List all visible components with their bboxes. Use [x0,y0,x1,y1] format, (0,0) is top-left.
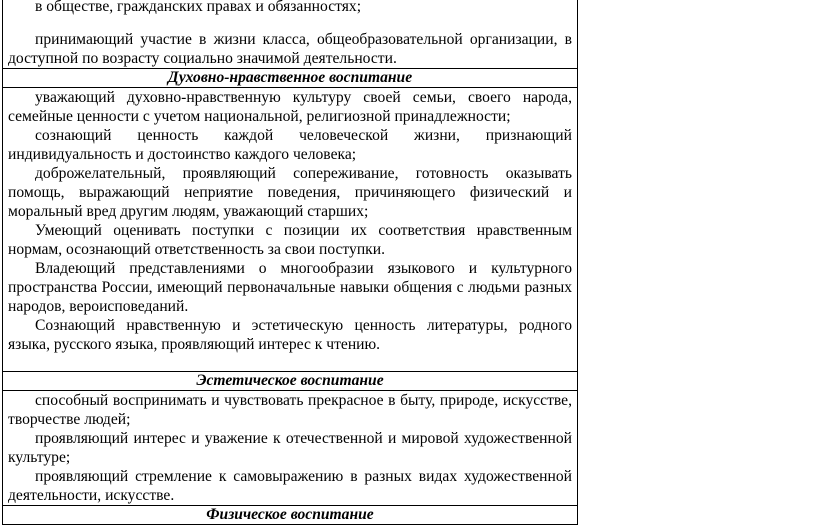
list-item: в обществе, гражданских правах и обязанностях; [35,0,362,15]
list-item: сознающий ценность каждой человеческой жизни, признающий индивидуальность и достоинство каждого человека; [8,127,572,163]
list-item: уважающий духовно-нравственную культуру своей семьи, своего народа, семейные ценности с учетом национальной, религиозной принадлежности; [8,89,572,125]
list-item: Владеющий представлениями о многообразии языкового и культурного пространства России, имеющий первоначальные навыки общения с людьми разных народов, вероисповеданий. [8,260,572,315]
list-item: принимающий участие в жизни класса, общеобразовательной организации, в доступной по возрасту социально значимой деятельности. [8,31,572,67]
paragraph-gap [8,16,572,30]
civic-section-body [3,0,578,69]
list-item: проявляющий стремление к самовыражению в разных видах художественной деятельности, искусстве. [8,468,572,504]
section-header-aesthetic: Эстетическое воспитание [3,372,578,391]
section-header-spiritual: Духовно-нравственное воспитание [3,69,578,88]
table-row [3,88,578,372]
section-header-physical: Физическое воспитание [3,506,578,525]
table-row [3,391,578,506]
list-item: доброжелательный, проявляющий сопереживание, готовность оказывать помощь, выражающий неприятие поведения, причиняющего физический и моральный вред другим людям, уважающий старших; [8,165,572,220]
aesthetic-section-body [3,391,578,506]
table-row [3,506,578,525]
paragraph-gap [8,354,572,371]
table-row [3,372,578,391]
values-table [2,0,578,525]
table-row [3,69,578,88]
list-item: проявляющий интерес и уважение к отечественной и мировой художественной культуре; [8,430,572,466]
list-item: Сознающий нравственную и эстетическую ценность литературы, родного языка, русского языка, проявляющий интерес к чтению. [8,317,572,353]
table-row [3,0,578,69]
list-item: способный воспринимать и чувствовать прекрасное в быту, природе, искусстве, творчестве людей; [8,392,572,428]
spiritual-section-body [3,88,578,372]
list-item: Умеющий оценивать поступки с позиции их соответствия нравственным нормам, осознающий ответственность за свои поступки. [8,222,572,258]
